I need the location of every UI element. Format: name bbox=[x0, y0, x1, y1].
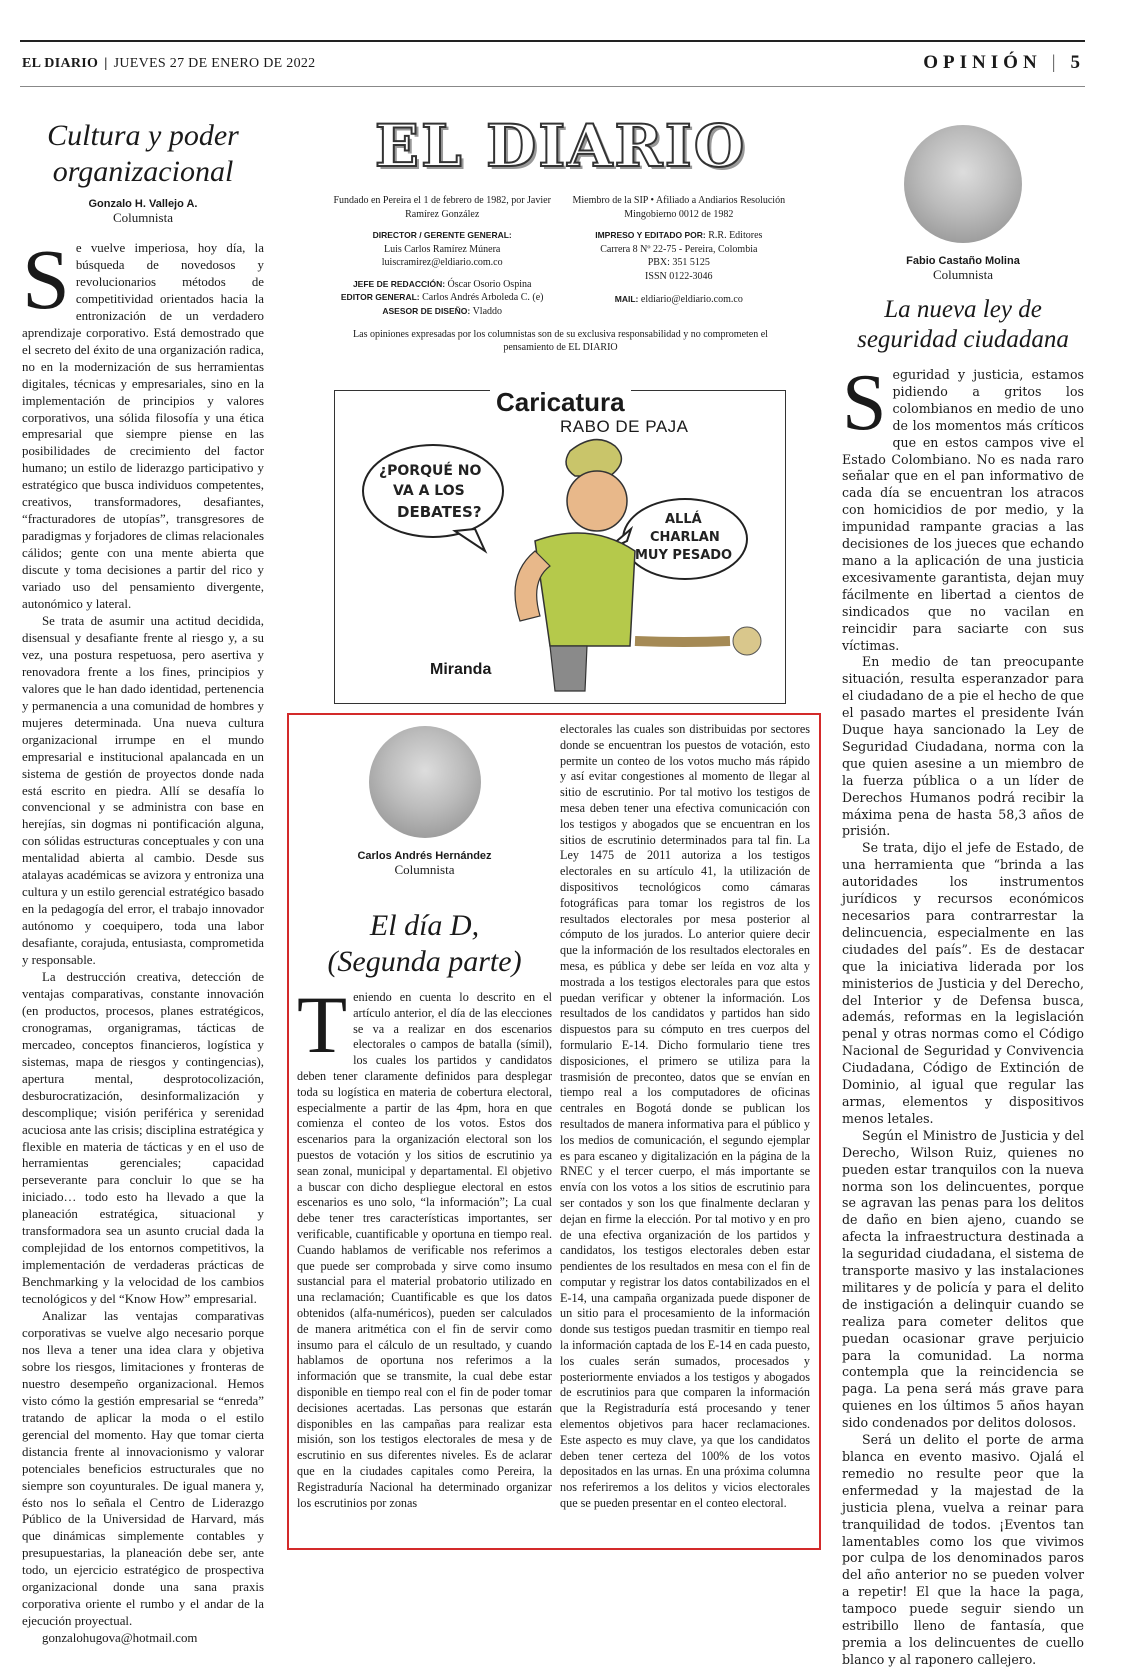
mail-label: MAIL: bbox=[614, 294, 639, 304]
masthead-logo: EL DIARIO bbox=[374, 112, 747, 180]
face-icon bbox=[567, 471, 627, 531]
right-article-title-1: La nueva ley de bbox=[884, 296, 1042, 323]
right-paragraph-1: eguridad y justicia, estamos pidiendo a gritos los colombianos en medio de uno de los momentos más críticos que en estos campos vive el Estado Colombiano. No es nada raro señalar que en el pan informativo de cada día se encuentran los atracos con homicidios de por medio, y la impunidad rampante gracias a las decisiones de los jueces que echando mano a la aplicación de una justicia excesivamente garantista, dejan muy fácilmente en libertad a cientos de sindicados que no vacilan en reincidir para saciarte con sus víctimas. bbox=[842, 367, 1084, 653]
left-article-body bbox=[22, 231, 264, 1647]
masthead-issn: ISSN 0122-3046 bbox=[645, 270, 713, 282]
author-photo-castano bbox=[904, 125, 1022, 243]
center-article-body-2 bbox=[560, 722, 810, 1512]
masthead-member: Miembro de la SIP • Afiliado a Andiarios Resolución Mingobierno 0012 de 1982 bbox=[572, 195, 786, 220]
left-article bbox=[22, 118, 264, 1647]
right-article-title-2: seguridad ciudadana bbox=[857, 326, 1069, 353]
left-paragraph-2: Se trata de asumir una actitud decidida, disensual y desafiante frente al riesgo y, a su vez, una postura respetuosa, pero asertiva y renovadora frente a los fines, principios y valores que le han dado identidad, pertenencia y permanencia a una comunidad de hombres y mujeres determinada. Una nueva cultura organizacional irrumpe en el mundo empresarial e institucional apalancada en un sistema de gestión de proyectos donde nada está escrito en piedra. Allí se desafía lo convencional y se administra con base en herejías, sin dogmas ni pontificación alguna, con sólidas estructuras conceptuales y con una mentalidad abierta al cambio. Desde sus atalayas académicas se avizora y entroniza una cultura y un estilo gerencial estratégico basado en la pedagogía del error, el trabajo innovador autónomo y coequipero, toda una labor desafiante, corajuda, entusiasta, comprometida y responsable. bbox=[22, 613, 264, 968]
top-rule bbox=[20, 40, 1085, 42]
left-paragraph-3: La destrucción creativa, detección de ventajas comparativas, constante innovación (en productos, procesos, planes estratégicos, cronogramas, organigramas, tácticas de mercadeo, conceptos financieros, logística y sistemas, mapa de riesgos y contingencias), apertura mental, desprotocolización, desburocratización, desinformalización y descomplique; visión periférica y serenidad acuciosa ante las crisis; disciplina estratégica y flexible en materia de tácticas y en el uso de herramientas gerenciales; capacidad perseverante para concluir lo que se ha iniciado… todo esto ha llevado a que la planeación estratégica, situacional y transformadora sea un asunto crucial dada la complejidad de los entornos competitivos, la implementación de verdaderas prácticas de Benchmarking y la velocidad de los cambios tecnológicos y del “Know How” empresarial. bbox=[22, 969, 264, 1307]
center-article-body-1 bbox=[297, 979, 552, 1511]
right-paragraph-3: Se trata, dijo el jefe de Estado, de una herramienta que “brinda a las autoridades los instrumentos jurídicos y recursos económicos necesarios para contrarrestar la delincuencia, especialmente en las ciudades del país”. Es de destacar que la iniciativa liderada por los ministerios de Justicia y del Derecho, del Interior y de Defensa busca, además, reformas en la legislación penal y otras normas como el Código Nacional de Seguridad y Convivencia Ciudadana, Código de Extinción de Dominio, al igual que regular las armas, elementos y dispositivos menos letales. bbox=[842, 840, 1084, 1126]
cartoon-subtitle: RABO DE PAJA bbox=[560, 417, 689, 436]
right-article bbox=[842, 125, 1084, 1669]
shirt-icon bbox=[535, 533, 635, 646]
left-dropcap: S bbox=[22, 231, 70, 327]
section-name: OPINIÓN bbox=[923, 52, 1042, 73]
center-col2-text: electorales las cuales son distribuidas por sectores donde se encuentran los puestos de votación, esto permite un conteo de los votos mucho más rápido y así evitar congestiones al momento de llegar al sitio de escrutinio. Por tal motivo los testigos de mesa deben tener una efectiva comunicación con los testigos y abogados que se encuentran en los sitios de escrutinio determinados para tal fin. La Ley 1475 de 2011 autoriza a los testigos electorales en su artículo 41, la utilización de dispositivos tecnológicos como cámaras fotográficas para tomar los registros de los resultados electorales por mesa posterior al cómputo de los jurados. Lo anterior quiere decir que la información de los resultados electorales en mesa, es pública y debe ser leída en voz alta y mostrada a los testigos electorales para que estos puedan verificar y obtener la información. Los resultados de los candidatos y partidos han sido dispuestos para su cómputo en tres cuerpos del formulario E-14. Dicho formulario tiene tres disposiciones, el primero se utiliza para la trasmisión de preconteo, datos que se envían en tiempo real a los computadores de oficinas centrales en Bogotá donde se publican los resultados de manera informativa para el público y los medios de comunicación, el segundo ejemplar es para escaneo y digitalización en la página de la RNEC y el tercer cuerpo, el más importante se envía con los votos a los sitios de escrutinio para ser contados y son los que finalmente declaran y dejan en firme la elección. Por tal motivo y en pro de una efectiva organización de los partidos y candidatos, los testigos electorales deben estar pendientes de los resultados en mesa con el fin de computar y registrar los datos contabilizados en el E-14, una campaña organizada puede disponer de un sitio para el procesamiento de la información donde sus testigos puedan trasmitir en tiempo real la información captada de los E-14 en cada puesto, los cuales serán sumados, procesados y posteriormente enviados a los testigos y abogados de escrutinios para que comparen la información que la Registraduría está procesando y tener elementos objetivos para hacer reclamaciones. Este aspecto es muy clave, ya que los candidatos deben tener certeza del 100% de los votos depositados en las urnas. En una próxima columna nos referiremos a los delitos y vicios electorales que se pueden presentar en el conteo electoral. bbox=[560, 722, 810, 1511]
right-article-body bbox=[842, 359, 1084, 1669]
right-dropcap: S bbox=[842, 359, 887, 447]
header-rule bbox=[20, 86, 1085, 87]
printed-label: IMPRESO Y EDITADO POR: bbox=[595, 230, 706, 240]
director-name: Luis Carlos Ramírez Múnera bbox=[384, 243, 501, 255]
left-article-role: Columnista bbox=[113, 210, 173, 225]
center-article-author: Carlos Andrés Hernández bbox=[357, 850, 492, 862]
center-article-title-1: El día D, bbox=[369, 909, 480, 942]
page-number: 5 bbox=[1070, 52, 1085, 73]
left-paragraph-1: e vuelve imperiosa, hoy día, la búsqueda de novedosos y revolucionarios métodos de competitividad orientados hacia la entronización de un verdadero aprendizaje corporativo. Está demostrado que el secreto del éxito de una organización radica, no en la modernización de sus herramientas digitales, técnicas y empresariales, sino en la implementación de principios y valores corporativos, una sólida filosofía y una ética empresarial que siempre piense en las posibilidades de crecimiento del factor humano; un estilo de liderazgo participativo y estratégico que busca individuos competentes, creativos, transformadores, desafiantes, “fracturadores de utopías”, transgresores de paradigmas y forjadores de climas relacionales cálidos; gente con una mente abierta que discute y toma decisiones a partir del rico y variado uso del pensamiento divergente, autonómico y lateral. bbox=[22, 241, 264, 612]
editor-label: EDITOR GENERAL: bbox=[340, 292, 420, 302]
masthead-pbx: PBX: 351 5125 bbox=[647, 257, 710, 268]
issue-date: JUEVES 27 DE ENERO DE 2022 bbox=[113, 56, 316, 71]
masthead-founded: Fundado en Pereira el 1 de febrero de 1982, por Javier Ramírez González bbox=[333, 195, 551, 220]
right-paragraph-2: En medio de tan preocupante situación, resulta esperanzador para el ciudadano de a pie el hecho de que el pasado martes el presidente Iván Duque haya sancionado la Ley de Seguridad Ciudadana, norma con la que quien asesine a un miembro de la fuerza pública o a un líder de Derechos Humanos podrá recibir la máxima pena de hasta 58,3 años de prisión. bbox=[842, 654, 1084, 839]
jefe-label: JEFE DE REDACCIÓN: bbox=[352, 278, 446, 289]
right-article-role: Columnista bbox=[933, 267, 993, 282]
masthead-info bbox=[333, 194, 788, 318]
bubble-right-line-1: ALLÁ bbox=[665, 512, 702, 527]
masthead bbox=[333, 112, 788, 354]
left-article-author: Gonzalo H. Vallejo A. bbox=[88, 198, 198, 210]
cartoon-title: Caricatura bbox=[490, 387, 631, 418]
left-article-title: Cultura y poder organizacional bbox=[47, 119, 239, 188]
masthead-address: Carrera 8 Nº 22-75 - Pereira, Colombia bbox=[600, 243, 758, 255]
jefe-name: Óscar Osorio Ospina bbox=[447, 278, 532, 290]
cartoon-signature: Miranda bbox=[430, 661, 492, 678]
right-article-author: Fabio Castaño Molina bbox=[906, 255, 1020, 267]
right-paragraph-5: Será un delito el porte de arma blanca en evento masivo. Ojalá el remedio no resulte peor que la enfermedad y la majestad de la justicia plena, vuelva a reinar para tranquilidad de todos. ¡Eventos tan lamentables como los que vivimos por culpa de los denominados paros del año anterior no se pueden volver a repetir! El que la hace la paga, tampoco puede seguir siendo un estribillo lleno de fantasía, que premia a los delincuentes de cuello blanco y al raponero callejero. bbox=[842, 1432, 1084, 1667]
left-paragraph-4: Analizar las ventajas comparativas corporativas se vuelve algo necesario porque nos lleva a tener una idea clara y objetiva sobre los riesgos, limitaciones y fronteras de nuestro desempeño organizacional. Hemos visto cómo la gestión empresarial se “enreda” tratando de aplicar la moda o el estilo gerencial del momento. Hay que tomar cierta distancia frente al innovacionismo y valorar potenciales beneficios estructurales que no siempre son coyunturales. De igual manera y, ésto nos lo señala el Centro de Liderazgo Público de la Universidad de Harvard, más que dinámicas simplemente contables y presupuestarias, la planeación debe ser, ante todo, un ejercicio estratégico de prospectiva organizacional donde una sana praxis corporativa oriente el rumbo y el andar de la ejecución proyectual. bbox=[22, 1309, 264, 1629]
director-label: DIRECTOR / GERENTE GENERAL: bbox=[372, 230, 512, 240]
center-article-role: Columnista bbox=[394, 862, 455, 877]
director-email: luiscramirez@eldiario.com.co bbox=[381, 257, 503, 268]
masthead-mail: eldiario@eldiario.com.co bbox=[640, 294, 743, 305]
cartoon-box bbox=[334, 387, 786, 704]
straw-tail-icon bbox=[635, 641, 730, 642]
bubble-left-line-2: VA A LOS bbox=[393, 483, 465, 499]
section-header: OPINIÓN | 5 bbox=[923, 52, 1085, 73]
center-dropcap: T bbox=[297, 979, 348, 1070]
printed-by: R.R. Editores bbox=[708, 230, 763, 241]
paper-name: EL DIARIO bbox=[22, 56, 99, 71]
left-email: gonzalohugova@hotmail.com bbox=[42, 1631, 198, 1646]
bubble-right-line-3: MUY PESADO bbox=[635, 548, 733, 563]
masthead-disclaimer: Las opiniones expresadas por los columnistas son de su exclusiva responsabilidad y no comprometen el pensamiento de EL DIARIO bbox=[353, 329, 768, 353]
asesor-name: Vladdo bbox=[472, 305, 503, 317]
right-paragraph-4: Según el Ministro de Justicia y del Derecho, Wilson Ruiz, quienes no pueden estar tranquilos con la nueva norma son los delincuentes, porque se agravan las penas para los delitos de daño en bien ajeno, cuando se afecta la infraestructura destinada a la seguridad ciudadana, el sistema de transporte masivo y las instalaciones militares y de policía y para el delito de instigación a delinquir cuando se realiza para cometer delitos que puedan ocasionar grave perjuicio para la comunidad. La norma contempla que la reincidencia se paga. La pena será más grave para quienes en los últimos 5 años hayan sido condenados por delitos dolosos. bbox=[842, 1127, 1084, 1431]
center-col1-text: eniendo en cuenta lo descrito en el artículo anterior, el día de las elecciones se va a realizar en dos escenarios electorales o campos de batalla (símil), los cuales los partidos y candidatos deben tener claramente definidos para desplegar toda su logística en materia de cobertura electoral, especialmente a partir de las 4pm, hora en que comienza el conteo de los votos. Estos dos escenarios para la organización electoral son los puestos de votación y los sitios de escrutinio ya sean zonal, municipal y departamental. El objetivo a buscar con dicho despliegue electoral en estos escenarios es uno solo, “la información”; La cual debe tener tres características importantes, ser verificable, cuantificable y oportuna en tiempo real. Cuando hablamos de verificable nos referimos a que puede ser comprobada y sirve como insumo sustancial para el material probatorio utilizado en una reclamación; Cuantificable es que los datos obtenidos (alfa-numéricos), pueden ser calculados de manera aritmética con el fin de servir como insumo para el cálculo de un resultado, y cuando hablamos de oportuna nos referimos a la información que se transmite, la cual debe estar disponible en tiempo real con el fin de poder tomar decisiones acertadas. Las personas que estarán disponibles en las campañas para realizar esta misión, son los testigos electorales de mesa y de escrutinio en sus diferentes niveles. Es de aclarar que en la ciudades capitales como Pereira, la Registraduría Nacional ha determinado organizar los escrutinios por zonas bbox=[297, 990, 552, 1510]
cartoon-drawing bbox=[335, 391, 785, 703]
editor-name: Carlos Andrés Arboleda C. (e) bbox=[422, 292, 544, 303]
center-article-title-2: (Segunda parte) bbox=[327, 945, 522, 978]
bubble-left-line-1: ¿PORQUÉ NO bbox=[379, 463, 482, 479]
author-photo-hernandez bbox=[369, 726, 481, 838]
asesor-label: ASESOR DE DISEÑO: bbox=[382, 305, 471, 316]
center-article-left bbox=[297, 720, 552, 1511]
paper-header: EL DIARIO | JUEVES 27 DE ENERO DE 2022 bbox=[22, 56, 316, 71]
bubble-right-line-2: CHARLAN bbox=[650, 530, 720, 545]
bubble-left-line-3: DEBATES? bbox=[397, 503, 482, 521]
